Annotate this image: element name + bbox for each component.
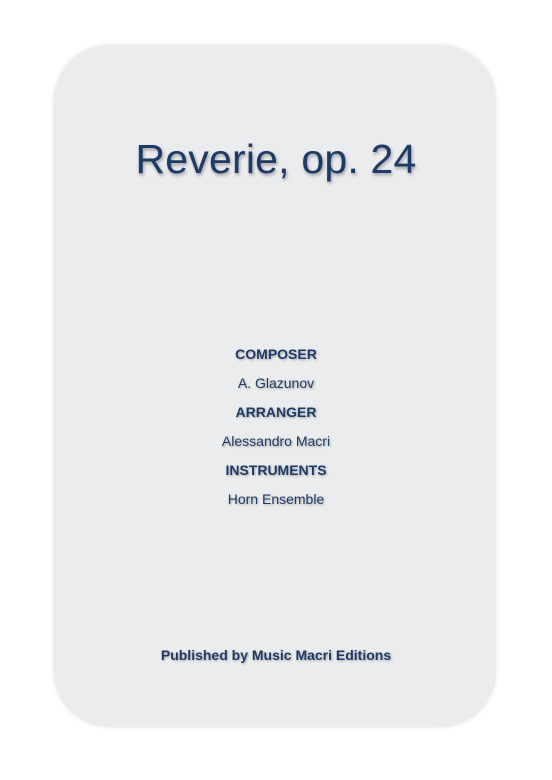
instruments-value: Horn Ensemble [227,491,325,507]
composer-name: A. Glazunov [237,375,315,391]
composer-label: COMPOSER [235,346,317,362]
arranger-label: ARRANGER [235,404,317,420]
arranger-name: Alessandro Macri [221,433,331,449]
instruments-label: INSTRUMENTS [225,462,327,478]
page-title: Reverie, op. 24 [135,136,417,182]
publisher-footer: Published by Music Macri Editions [160,647,392,663]
